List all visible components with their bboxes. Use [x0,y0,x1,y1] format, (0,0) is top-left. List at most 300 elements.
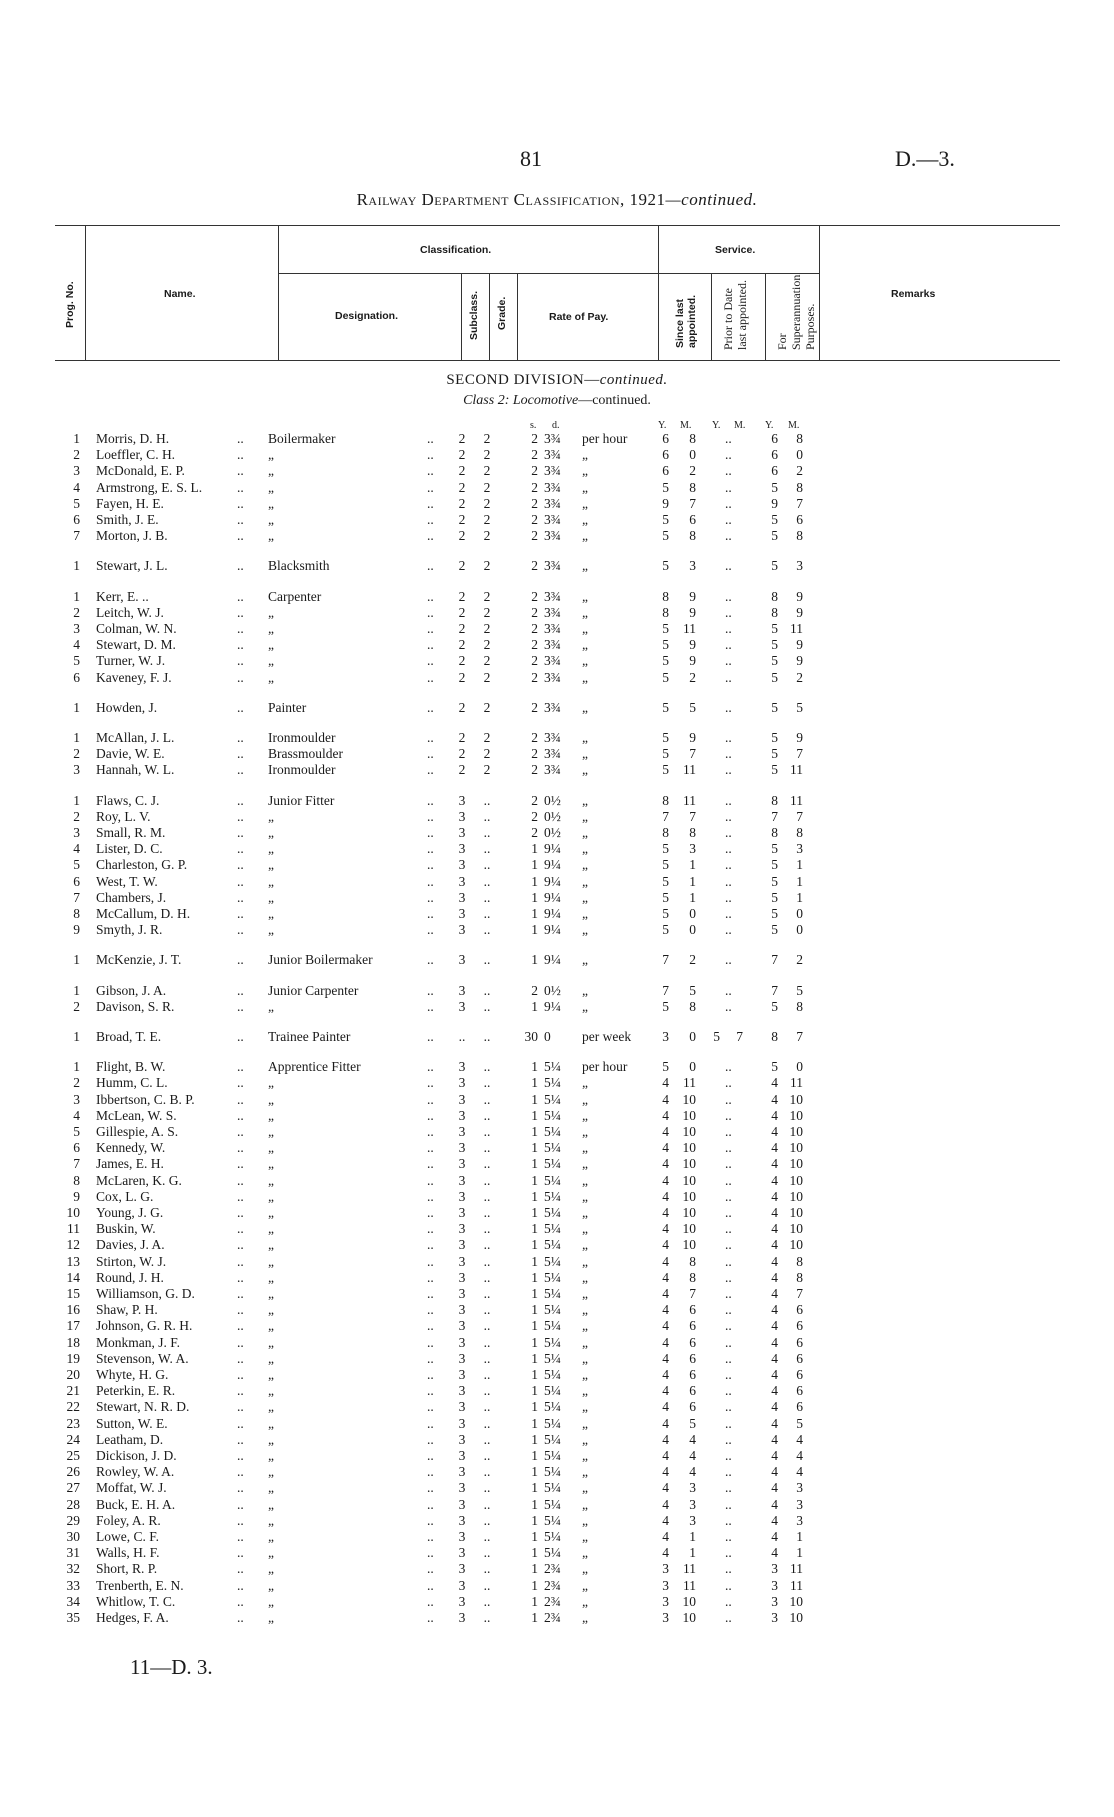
leader-dots: .. [427,1253,434,1269]
table-row [0,1302,1114,1318]
leader-dots: .. [237,1350,244,1366]
prog-no-cell: 27 [66,1480,80,1496]
grade-cell: .. [483,1188,491,1204]
leader-dots: .. [725,1075,732,1091]
leader-dots: .. [427,1610,434,1625]
super-years-cell: 3 [771,1561,778,1577]
grade-cell: 2 [483,463,491,479]
super-months-cell: 0 [796,922,803,938]
designation-cell: Painter [268,699,307,715]
rate-pence-cell: 9¼ [544,906,561,921]
table-row [0,999,1114,1015]
super-years-cell: 4 [771,1172,778,1188]
leader-dots: .. [725,463,732,479]
designation-cell: „ [268,495,274,511]
since-months-cell: 8 [689,1253,696,1269]
super-years-cell: 4 [771,1124,778,1139]
col-divider [489,273,490,360]
prog-no-cell: 4 [73,479,80,495]
rate-shillings-cell: 2 [531,762,538,778]
prog-no-cell: 3 [73,762,80,778]
leader-dots: .. [725,1091,732,1107]
since-months-cell: 3 [689,1512,696,1528]
rate-shillings-cell: 1 [531,1107,538,1123]
super-years-cell: 5 [771,906,778,921]
division-cont: continued. [599,372,668,388]
leader-dots: .. [725,1448,732,1463]
leader-dots: .. [237,1480,244,1496]
subclass-cell: 3 [458,1399,466,1415]
grade-cell: .. [483,1205,491,1220]
name-cell: Young, J. G. [96,1205,164,1220]
subclass-cell: 3 [458,1302,466,1318]
prog-no-cell: 5 [73,495,80,511]
subclass-cell: 3 [458,1415,466,1431]
super-months-cell: 7 [796,746,803,762]
grade-cell: .. [483,1334,491,1350]
name-cell: Gillespie, A. S. [96,1124,179,1139]
leader-dots: .. [427,1318,434,1334]
leader-dots: .. [427,952,434,968]
designation-cell: „ [268,1124,274,1139]
rate-pence-cell: 5¼ [544,1269,561,1285]
page-title [0,190,1114,210]
rate-period-cell: „ [582,463,588,479]
rate-period-cell: „ [582,512,588,527]
subclass-cell: 3 [458,998,466,1014]
leader-dots: .. [427,1124,434,1139]
rate-period-cell: „ [582,1512,588,1528]
table-row [0,558,1114,574]
grade-cell: .. [483,1545,491,1561]
leader-dots: .. [237,1496,244,1512]
subclass-cell: 3 [458,1188,466,1204]
table-row [0,700,1114,716]
grade-cell: 2 [483,604,491,620]
since-years-cell: 4 [662,1350,669,1366]
subclass-cell: 3 [458,1334,466,1350]
since-years-cell: 5 [662,558,669,574]
rate-period-cell: „ [582,669,588,685]
subclass-cell: 2 [458,588,466,604]
rate-period-cell: „ [582,1593,588,1609]
rate-period-cell: „ [582,1221,588,1237]
rate-pence-cell: 5¼ [544,1237,561,1253]
since-years-cell: 8 [662,792,669,808]
since-years-cell: 5 [662,730,669,745]
name-cell: Loeffler, C. H. [96,447,176,463]
leader-dots: .. [427,1529,434,1544]
table-row [0,637,1114,653]
leader-dots: .. [427,1269,434,1285]
leader-dots: .. [725,512,732,527]
designation-cell: „ [268,1205,274,1220]
leader-dots: .. [725,1383,732,1399]
rate-shillings-cell: 1 [531,1512,538,1528]
leader-dots: .. [237,1221,244,1237]
designation-cell: „ [268,1286,274,1301]
rate-shillings-cell: 1 [531,1269,538,1285]
grade-cell: .. [483,1172,491,1188]
rate-shillings-cell: 1 [531,1253,538,1269]
leader-dots: .. [725,998,732,1014]
leader-dots: .. [237,463,244,479]
prog-no-cell: 1 [73,588,80,604]
since-years-cell: 7 [662,952,669,968]
subclass-cell: 3 [458,1140,466,1156]
header-rate: Rate of Pay. [549,311,609,323]
leader-dots: .. [725,1221,732,1237]
table-row [0,496,1114,512]
rate-shillings-cell: 1 [531,1334,538,1350]
since-years-cell: 5 [662,637,669,653]
col-divider [517,273,518,360]
rate-pence-cell: 5¼ [544,1253,561,1269]
super-months-cell: 6 [796,1350,803,1366]
super-years-cell: 5 [771,479,778,495]
super-years-cell: 5 [771,889,778,905]
table-row [0,1173,1114,1189]
designation-cell: Junior Boilermaker [268,952,373,968]
super-months-cell: 6 [796,1318,803,1334]
leader-dots: .. [237,1188,244,1204]
rate-period-cell: „ [582,1448,588,1463]
designation-cell: „ [268,1415,274,1431]
name-cell: McCallum, D. H. [96,906,191,921]
leader-dots: .. [237,512,244,527]
leader-dots: .. [427,1140,434,1156]
prog-no-cell: 3 [73,463,80,479]
subclass-cell: 3 [458,1237,466,1253]
subclass-cell: 3 [458,1512,466,1528]
rate-shillings-cell: 1 [531,1091,538,1107]
rate-period-cell: per week [582,1029,632,1044]
header-prog-no: Prog. No. [64,281,76,328]
rate-pence-cell: 9¼ [544,952,561,968]
since-years-cell: 5 [662,906,669,921]
super-months-cell: 8 [796,528,803,544]
grade-cell: 2 [483,512,491,527]
since-years-cell: 4 [662,1156,669,1172]
leader-dots: .. [237,857,244,873]
rate-shillings-cell: 1 [531,1431,538,1447]
since-months-cell: 1 [689,889,696,905]
leader-dots: .. [237,495,244,511]
leader-dots: .. [427,1577,434,1593]
prog-no-cell: 32 [66,1561,80,1577]
designation-cell: „ [268,1383,274,1399]
rate-period-cell: „ [582,653,588,669]
super-years-cell: 8 [771,1029,778,1044]
prog-no-cell: 31 [66,1545,80,1561]
col-divider [765,273,766,360]
rate-shillings-cell: 2 [531,431,538,446]
super-months-cell: 10 [789,1107,803,1123]
rate-shillings-cell: 1 [531,1205,538,1220]
prog-no-cell: 30 [66,1529,80,1544]
super-months-cell: 10 [789,1237,803,1253]
prog-no-cell: 10 [66,1205,80,1220]
rate-period-cell: „ [582,873,588,889]
name-cell: Buck, E. H. A. [96,1496,176,1512]
leader-dots: .. [237,604,244,620]
super-months-cell: 8 [796,1253,803,1269]
rate-pence-cell: 9¼ [544,873,561,889]
since-months-cell: 3 [689,558,696,574]
super-years-cell: 5 [771,528,778,544]
leader-dots: .. [725,1577,732,1593]
leader-dots: .. [427,604,434,620]
rate-pence-cell: 5¼ [544,1367,561,1382]
subclass-cell: .. [458,1029,466,1044]
col-divider [278,225,279,360]
since-months-cell: 10 [682,1188,696,1204]
since-months-cell: 8 [689,1269,696,1285]
designation-cell: „ [268,906,274,921]
table-row [0,952,1114,968]
super-years-cell: 4 [771,1107,778,1123]
grade-cell: .. [483,1124,491,1139]
designation-cell: „ [268,922,274,938]
name-cell: Peterkin, E. R. [96,1383,176,1399]
grade-cell: 2 [483,528,491,544]
table-row [0,1594,1114,1610]
since-months-cell: 6 [689,1399,696,1415]
since-years-cell: 4 [662,1415,669,1431]
rate-shillings-cell: 1 [531,1367,538,1382]
designation-cell: „ [268,1496,274,1512]
since-months-cell: 8 [689,431,696,446]
since-years-cell: 4 [662,1545,669,1561]
leader-dots: .. [427,1334,434,1350]
table-row [0,825,1114,841]
super-months-cell: 8 [796,479,803,495]
leader-dots: .. [237,1253,244,1269]
prog-no-cell: 28 [66,1496,80,1512]
super-years-cell: 5 [771,730,778,745]
rate-pence-cell: 3¾ [544,588,561,604]
name-cell: Whitlow, T. C. [96,1593,176,1609]
leader-dots: .. [725,1464,732,1480]
super-months-cell: 4 [796,1448,803,1463]
super-months-cell: 11 [790,762,803,778]
subclass-cell: 3 [458,889,466,905]
since-years-cell: 5 [662,669,669,685]
header-service: Service. [715,244,756,256]
prog-no-cell: 7 [73,1156,80,1172]
subclass-cell: 2 [458,604,466,620]
rate-period-cell: „ [582,1156,588,1172]
super-months-cell: 2 [796,952,803,968]
leader-dots: .. [237,1302,244,1318]
leader-dots: .. [427,825,434,840]
grade-cell: 2 [483,447,491,463]
name-cell: Fayen, H. E. [96,495,164,511]
designation-cell: „ [268,841,274,857]
super-months-cell: 5 [796,1415,803,1431]
header-since-last: Since last appointed. [674,294,699,348]
designation-cell: „ [268,604,274,620]
rate-pence-cell: 3¾ [544,621,561,636]
prog-no-cell: 2 [73,447,80,463]
grade-cell: 2 [483,699,491,715]
since-months-cell: 7 [689,746,696,762]
super-years-cell: 5 [771,746,778,762]
since-years-cell: 4 [662,1188,669,1204]
table-row [0,1448,1114,1464]
prog-no-cell: 5 [73,653,80,669]
leader-dots: .. [427,906,434,921]
since-years-cell: 7 [662,982,669,998]
table-row [0,1529,1114,1545]
col-divider [711,273,712,360]
super-years-cell: 5 [771,873,778,889]
leader-dots: .. [725,1302,732,1318]
name-cell: Howden, J. [96,699,158,715]
super-months-cell: 4 [796,1431,803,1447]
subclass-cell: 3 [458,1496,466,1512]
rate-period-cell: „ [582,792,588,808]
rate-shillings-cell: 1 [531,1286,538,1301]
prog-no-cell: 2 [73,998,80,1014]
since-years-cell: 5 [662,479,669,495]
leader-dots: .. [427,1188,434,1204]
designation-cell: „ [268,1448,274,1463]
designation-cell: „ [268,1140,274,1156]
grade-cell: 2 [483,669,491,685]
super-months-cell: 7 [796,495,803,511]
leader-dots: .. [237,1561,244,1577]
leader-dots: .. [725,669,732,685]
since-months-cell: 11 [683,621,696,636]
leader-dots: .. [725,1237,732,1253]
leader-dots: .. [725,889,732,905]
leader-dots: .. [725,431,732,446]
leader-dots: .. [237,889,244,905]
rate-period-cell: „ [582,1172,588,1188]
subclass-cell: 3 [458,1172,466,1188]
subclass-cell: 2 [458,447,466,463]
since-years-cell: 3 [662,1593,669,1609]
designation-cell: „ [268,653,274,669]
name-cell: Johnson, G. R. H. [96,1318,193,1334]
rate-period-cell: „ [582,808,588,824]
since-months-cell: 10 [682,1172,696,1188]
leader-dots: .. [237,762,244,778]
super-months-cell: 8 [796,431,803,446]
prog-no-cell: 7 [73,889,80,905]
super-years-cell: 5 [771,922,778,938]
rate-shillings-cell: 2 [531,495,538,511]
grade-cell: .. [483,1496,491,1512]
grade-cell: .. [483,982,491,998]
subclass-cell: 3 [458,1107,466,1123]
rate-pence-cell: 3¾ [544,669,561,685]
subclass-cell: 3 [458,1593,466,1609]
super-years-cell: 8 [771,825,778,840]
rate-period-cell: „ [582,1399,588,1415]
since-months-cell: 9 [689,637,696,653]
leader-dots: .. [725,621,732,636]
since-months-cell: 9 [689,730,696,745]
prog-no-cell: 17 [66,1318,80,1334]
prog-no-cell: 3 [73,621,80,636]
table-row [0,1480,1114,1496]
leader-dots: .. [237,1383,244,1399]
super-years-cell: 4 [771,1480,778,1496]
since-years-cell: 4 [662,1269,669,1285]
leader-dots: .. [427,653,434,669]
designation-cell: Blacksmith [268,558,330,574]
super-months-cell: 4 [796,1464,803,1480]
leader-dots: .. [725,1059,732,1075]
name-cell: Davison, S. R. [96,998,175,1014]
rate-period-cell: „ [582,1253,588,1269]
division-label: SECOND DIVISION— [446,372,600,388]
rate-shillings-cell: 2 [531,825,538,840]
since-months-cell: 0 [689,906,696,921]
subclass-cell: 3 [458,1156,466,1172]
grade-cell: .. [483,1107,491,1123]
rate-period-cell: „ [582,889,588,905]
rate-shillings-cell: 2 [531,588,538,604]
subclass-cell: 3 [458,1610,466,1625]
name-cell: Rowley, W. A. [96,1464,175,1480]
subclass-cell: 3 [458,982,466,998]
name-cell: Kennedy, W. [96,1140,166,1156]
leader-dots: .. [237,1237,244,1253]
rate-pence-cell: 2¾ [544,1561,561,1577]
rate-pence-cell: 5¼ [544,1529,561,1544]
name-cell: Broad, T. E. [96,1029,162,1044]
unit-m: M. [788,420,800,431]
since-months-cell: 9 [689,604,696,620]
rate-pence-cell: 3¾ [544,431,561,446]
header-classification: Classification. [420,244,492,256]
rate-period-cell: „ [582,621,588,636]
leader-dots: .. [725,1415,732,1431]
since-months-cell: 5 [689,1415,696,1431]
leader-dots: .. [237,1334,244,1350]
grade-cell: .. [483,1431,491,1447]
prog-no-cell: 26 [66,1464,80,1480]
leader-dots: .. [725,873,732,889]
leader-dots: .. [725,1334,732,1350]
rate-pence-cell: 3¾ [544,495,561,511]
name-cell: Small, R. M. [96,825,166,840]
super-months-cell: 1 [796,1529,803,1544]
name-cell: West, T. W. [96,873,158,889]
super-years-cell: 5 [771,621,778,636]
rate-shillings-cell: 1 [531,1221,538,1237]
rate-period-cell: „ [582,1415,588,1431]
prog-no-cell: 6 [73,512,80,527]
super-months-cell: 3 [796,1512,803,1528]
subclass-cell: 3 [458,1561,466,1577]
prog-no-cell: 23 [66,1415,80,1431]
prog-no-cell: 4 [73,841,80,857]
since-months-cell: 9 [689,653,696,669]
leader-dots: .. [725,699,732,715]
table-row [0,1367,1114,1383]
table-row [0,1497,1114,1513]
grade-cell: 2 [483,479,491,495]
super-months-cell: 6 [796,1399,803,1415]
designation-cell: „ [268,1302,274,1318]
rate-pence-cell: 3¾ [544,730,561,745]
prog-no-cell: 2 [73,604,80,620]
designation-cell: „ [268,528,274,544]
